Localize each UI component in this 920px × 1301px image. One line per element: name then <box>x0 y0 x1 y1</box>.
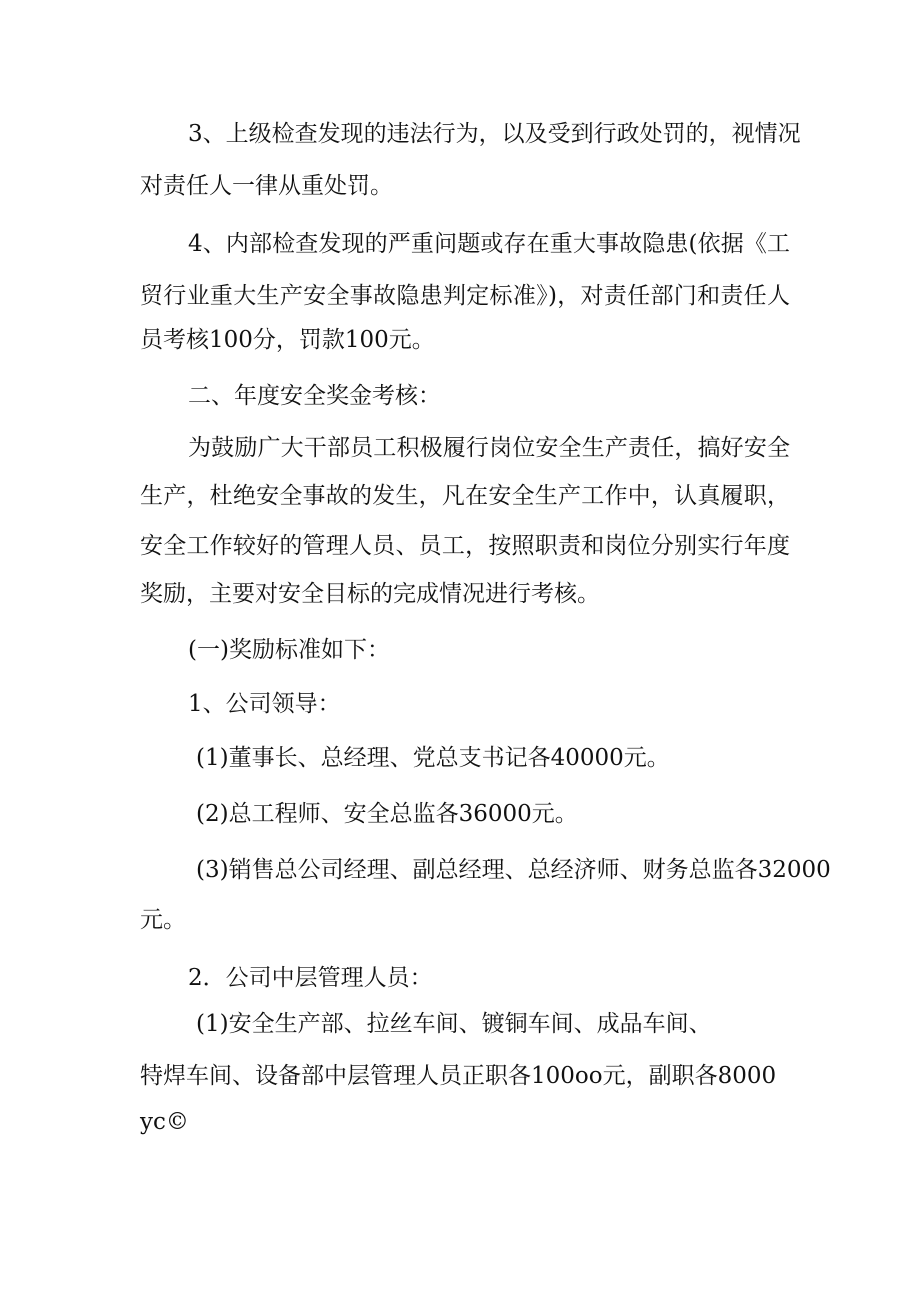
text-line: 4、内部检查发现的严重问题或存在重大事故隐患(依据《工 <box>188 231 790 257</box>
list-item: 2．公司中层管理人员： <box>188 965 433 991</box>
list-item: (2)总工程师、安全总监各36000元。 <box>196 801 578 827</box>
list-item: (1)董事长、总经理、党总支书记各40000元。 <box>196 745 670 771</box>
text-line: 生产，杜绝安全事故的发生，凡在安全生产工作中，认真履职， <box>140 483 790 509</box>
sub-heading: (一)奖励标准如下： <box>188 637 390 663</box>
text-line: 员考核100分，罚款100元。 <box>140 327 435 353</box>
text-line: yc© <box>140 1109 189 1135</box>
text-line: 对责任人一律从重处罚。 <box>140 173 393 199</box>
text-line: 特焊车间、设备部中层管理人员正职各100oo元，副职各8000 <box>140 1063 777 1089</box>
text-line: 为鼓励广大干部员工积极履行岗位安全生产责任，搞好安全 <box>188 435 790 461</box>
text-line: 3、上级检查发现的违法行为，以及受到行政处罚的，视情况 <box>188 121 801 147</box>
text-line: 奖励，主要对安全目标的完成情况进行考核。 <box>140 581 600 607</box>
text-line: 元。 <box>140 907 186 933</box>
section-heading: 二、年度安全奖金考核： <box>188 383 441 409</box>
text-line: 安全工作较好的管理人员、员工，按照职责和岗位分别实行年度 <box>140 533 790 559</box>
text-line: 贸行业重大生产安全事故隐患判定标准》)，对责任部门和责任人 <box>140 283 790 309</box>
list-item: (3)销售总公司经理、副总经理、总经济师、财务总监各32000 <box>196 857 831 883</box>
list-item: (1)安全生产部、拉丝车间、镀铜车间、成品车间、 <box>196 1011 712 1037</box>
list-item: 1、公司领导： <box>188 691 341 717</box>
